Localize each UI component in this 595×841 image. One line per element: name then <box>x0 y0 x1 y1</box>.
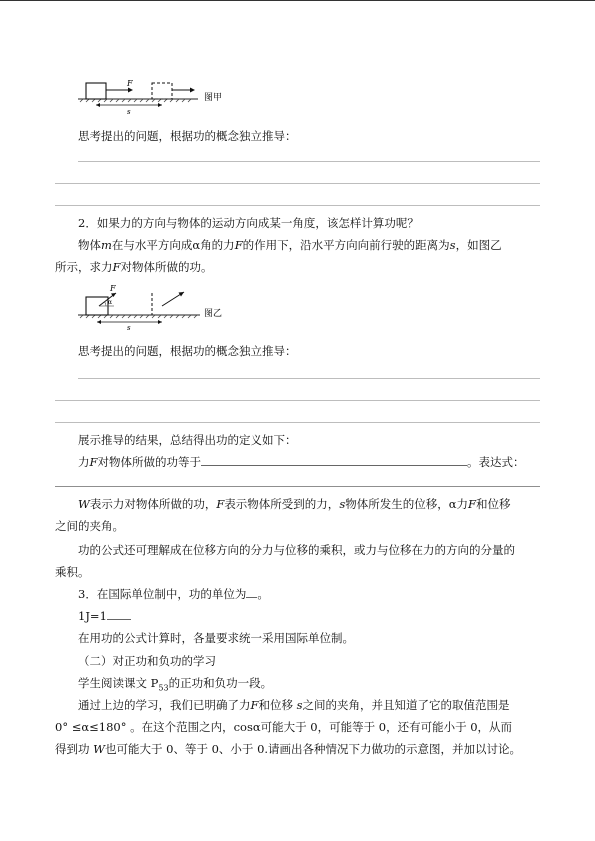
text-segment: 角的力 <box>200 238 235 252</box>
alpha-label: α <box>108 299 113 306</box>
disp-label: s <box>127 108 131 116</box>
var-s: s <box>339 497 346 511</box>
definition-line <box>78 454 524 470</box>
pos-neg-para-line-2: 0° ≤α≤180° 。在这个范围之内，cosα可能大于 0，可能等于 0，还有可能小于 0，从而 <box>55 720 513 734</box>
figure-jia-label: 图甲 <box>204 93 223 103</box>
text-segment: 学生阅读课文 P <box>78 676 159 690</box>
text-segment: 对物体所做的功。 <box>120 260 213 274</box>
text-segment: 的作用下，沿水平方向向前行驶的距离为 <box>242 238 450 252</box>
text-segment: 表示物体所受到的力， <box>224 497 340 511</box>
unit-blank[interactable] <box>246 586 257 598</box>
text-segment: 在与水平方向成 <box>111 238 193 252</box>
text-segment: 3．在国际单位制中，功的单位为 <box>78 587 247 601</box>
section2-desc-line-2 <box>55 259 212 275</box>
var-W: W <box>93 742 105 756</box>
text-segment: 表示力对物体所做的功， <box>89 497 217 511</box>
text-segment: 物体 <box>78 238 101 252</box>
var-F: F <box>216 497 225 511</box>
block-start <box>86 83 106 99</box>
section-pos-neg-heading: （二）对正功和负功的学习 <box>78 654 216 668</box>
joule-definition <box>78 608 131 624</box>
block-end <box>152 83 172 99</box>
text-segment: 之间的夹角，并且知道了它的取值范围是 <box>302 698 510 712</box>
answer-line-6[interactable] <box>55 422 540 423</box>
pos-neg-para-line-1 <box>78 697 510 713</box>
section2-question: 2．如果力的方向与物体的运动方向成某一角度，该怎样计算功呢？ <box>78 216 419 230</box>
pos-neg-para-line-3 <box>55 741 521 757</box>
var-F: F <box>89 455 98 469</box>
text-segment: 得到功 <box>55 742 90 756</box>
var-s: s <box>296 698 303 712</box>
text-segment: 通过上边的学习，我们已明确了力 <box>78 698 251 712</box>
definition-blank[interactable] <box>201 454 467 466</box>
answer-line-2[interactable] <box>55 183 540 184</box>
figure-yi <box>70 283 250 331</box>
variables-line-2: 之间的夹角。 <box>55 519 124 533</box>
figure-yi-label: 图乙 <box>204 309 223 319</box>
var-alpha: α <box>192 238 201 252</box>
var-m: m <box>101 238 112 252</box>
section3-question <box>78 586 269 602</box>
force-label: F <box>110 284 116 293</box>
units-note: 在用功的公式计算时，各量要求统一采用国际单位制。 <box>78 631 354 645</box>
answer-line-5[interactable] <box>55 400 540 401</box>
answer-line-3[interactable] <box>55 205 540 206</box>
figure-jia <box>70 74 255 120</box>
var-alpha: α <box>448 497 457 511</box>
answer-line-1[interactable] <box>78 161 540 162</box>
formula-note-line-1: 功的公式还可理解成在位移方向的分力与位移的乘积，或力与位移在力的方向的分量的 <box>78 543 515 557</box>
joule-blank[interactable] <box>107 608 131 620</box>
page-top-border <box>0 0 595 1</box>
section1-think-prompt: 思考提出的问题，根据功的概念独立推导： <box>78 129 297 143</box>
var-W: W <box>78 497 90 511</box>
section2-think-prompt: 思考提出的问题，根据功的概念独立推导： <box>78 344 297 358</box>
text-segment: 力 <box>456 497 468 511</box>
text-segment: 。表达式： <box>466 455 525 469</box>
page-subscript: 53 <box>158 683 169 693</box>
var-F: F <box>112 260 121 274</box>
text-segment: 和位移 <box>258 698 293 712</box>
variables-line-1 <box>78 496 510 512</box>
text-segment: 也可能大于 0、等于 0、小于 0.请画出各种情况下力做功的示意图，并加以讨论。 <box>104 742 522 756</box>
var-F: F <box>468 497 476 511</box>
var-F: F <box>234 238 243 252</box>
text-segment: 。 <box>257 587 269 601</box>
text-segment: 物体所发生的位移， <box>345 497 449 511</box>
text-segment: 所示，求力 <box>55 260 113 274</box>
text-segment: ，如图乙 <box>455 238 502 252</box>
formula-note-line-2: 乘积。 <box>55 565 90 579</box>
force-label: F <box>127 79 133 88</box>
var-F: F <box>250 698 259 712</box>
text-segment: 力 <box>78 455 90 469</box>
section2-desc-line-1 <box>78 237 502 253</box>
text-segment: 1J=1 <box>78 609 107 623</box>
expression-answer-line[interactable] <box>55 486 540 487</box>
text-segment: 对物体所做的功等于 <box>97 455 201 469</box>
answer-line-4[interactable] <box>78 378 540 379</box>
text-segment: 和位移 <box>475 497 511 511</box>
text-segment: 的正功和负功一段。 <box>168 676 273 690</box>
definition-intro: 展示推导的结果，总结得出功的定义如下： <box>78 433 297 447</box>
var-s: s <box>449 238 456 252</box>
disp-label: s <box>127 324 131 331</box>
reading-assignment <box>78 675 272 696</box>
